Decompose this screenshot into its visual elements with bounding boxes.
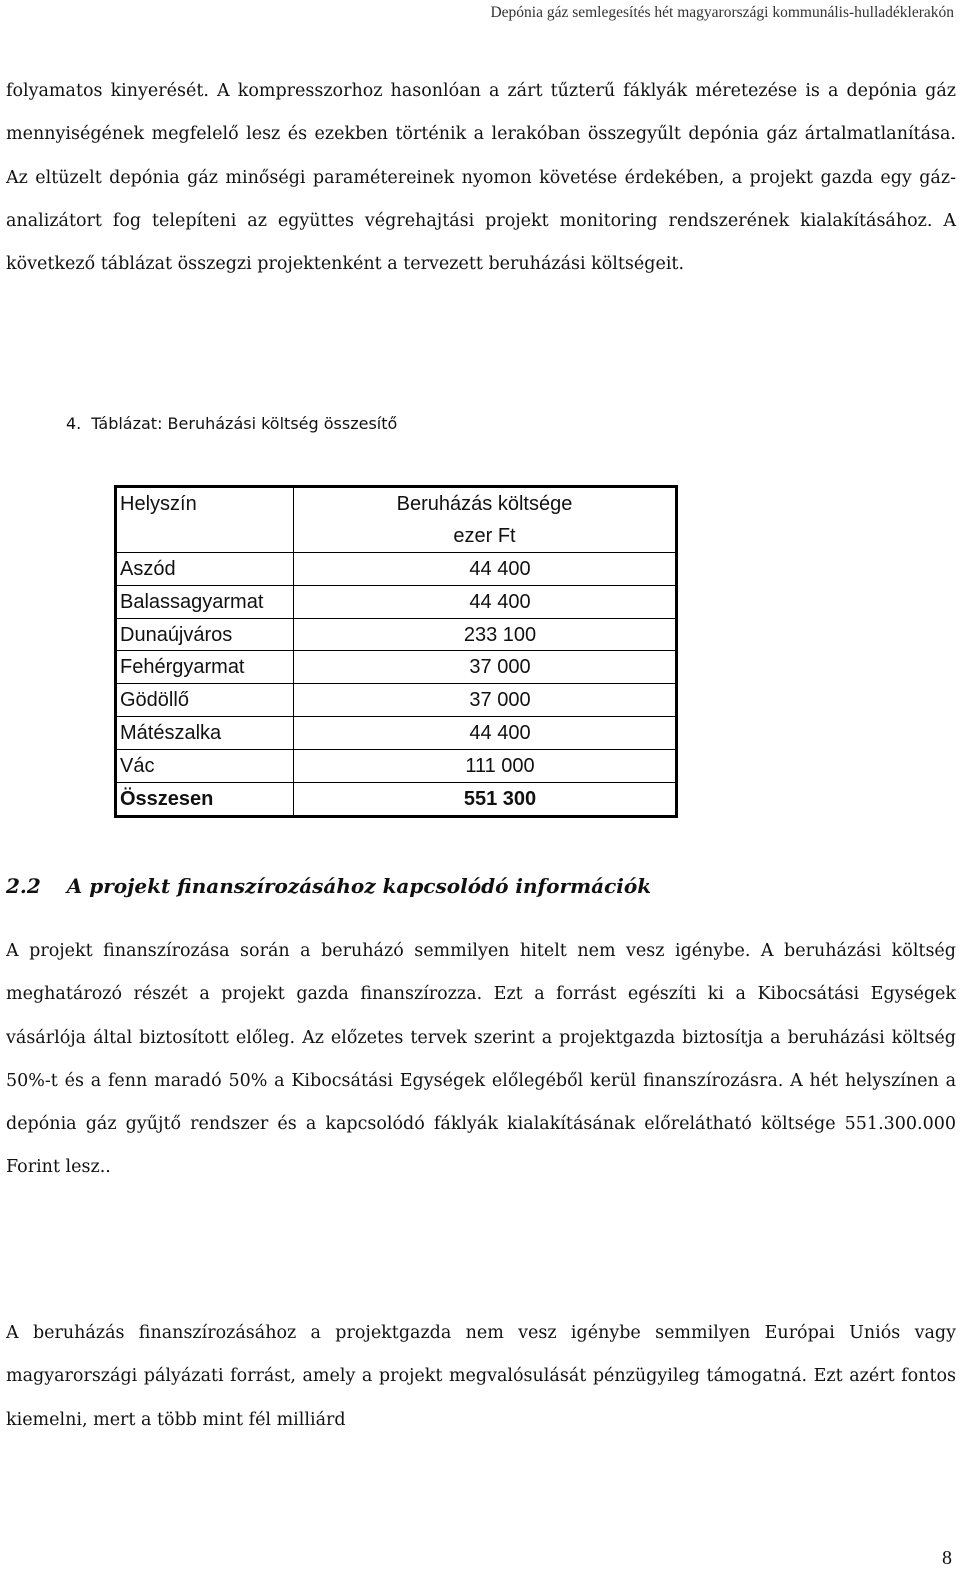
header-unit: ezer Ft bbox=[294, 520, 677, 552]
table-row bbox=[116, 552, 677, 585]
table-caption bbox=[66, 414, 397, 433]
table-header-row bbox=[116, 487, 677, 520]
table-caption-text: Táblázat: Beruházási költség összesítő bbox=[91, 414, 398, 433]
location-cell: Mátészalka bbox=[116, 717, 294, 750]
table-row bbox=[116, 684, 677, 717]
header-cost: Beruházás költsége bbox=[294, 487, 677, 520]
total-value: 551 300 bbox=[294, 783, 677, 817]
table-header-unit-row bbox=[116, 520, 677, 552]
table-row bbox=[116, 651, 677, 684]
cost-cell: 37 000 bbox=[294, 684, 677, 717]
investment-cost-table bbox=[114, 485, 678, 818]
total-label: Összesen bbox=[116, 783, 294, 817]
section-number: 2.2 bbox=[6, 874, 41, 898]
cost-cell: 44 400 bbox=[294, 585, 677, 618]
header-location: Helyszín bbox=[116, 487, 294, 520]
running-header: Depónia gáz semlegesítés hét magyarországi kommunális-hulladéklerakón bbox=[490, 4, 954, 21]
section-heading bbox=[6, 874, 651, 898]
cost-cell: 111 000 bbox=[294, 750, 677, 783]
location-cell: Gödöllő bbox=[116, 684, 294, 717]
cost-cell: 44 400 bbox=[294, 552, 677, 585]
cost-cell: 44 400 bbox=[294, 717, 677, 750]
page-number: 8 bbox=[942, 1547, 952, 1569]
section-title: A projekt finanszírozásához kapcsolódó információk bbox=[66, 874, 652, 898]
table-row bbox=[116, 717, 677, 750]
location-cell: Balassagyarmat bbox=[116, 585, 294, 618]
location-cell: Fehérgyarmat bbox=[116, 651, 294, 684]
cost-cell: 37 000 bbox=[294, 651, 677, 684]
table-row bbox=[116, 618, 677, 651]
location-cell: Aszód bbox=[116, 552, 294, 585]
cost-cell: 233 100 bbox=[294, 618, 677, 651]
location-cell: Dunaújváros bbox=[116, 618, 294, 651]
location-cell: Vác bbox=[116, 750, 294, 783]
table-total-row bbox=[116, 783, 677, 817]
table-caption-number: 4. bbox=[66, 414, 82, 433]
financing-paragraph: A projekt finanszírozása során a beruházó semmilyen hitelt nem vesz igénybe. A beruházási költség meghatározó részét a projekt gazda finanszírozza. Ezt a forrást egészíti ki a Kibocsátási Egységek vásárlója által biztosított előleg. Az előzetes tervek szerint a projektgazda biztosítja a beruházási költség 50%-t és a fenn maradó 50% a Kibocsátási Egységek előlegéből kerül finanszírozásra. A hét helyszínen a depónia gáz gyűjtő rendszer és a kapcsolódó fáklyák kialakításának előrelátható költsége 551.300.000 Forint lesz.. bbox=[6, 941, 956, 1178]
table-row bbox=[116, 750, 677, 783]
header-empty-cell bbox=[116, 520, 294, 552]
table-row bbox=[116, 585, 677, 618]
intro-paragraph: folyamatos kinyerését. A kompresszorhoz hasonlóan a zárt tűzterű fáklyák méretezése is a depónia gáz mennyiségének megfelelő lesz és ezekben történik a lerakóban összegyűlt depónia gáz ártalmatlanítása. Az eltüzelt depónia gáz minőségi paramétereinek nyomon követése érdekében, a projekt gazda egy gáz-analizátort fog telepíteni az együttes végrehajtási projekt monitoring rendszerének kialakításához. A következő táblázat összegzi projektenként a tervezett beruházási költségeit. bbox=[6, 81, 956, 275]
eu-funding-paragraph: A beruházás finanszírozásához a projektgazda nem vesz igénybe semmilyen Európai Uniós vagy magyarországi pályázati forrást, amely a projekt megvalósulását pénzügyileg támogatná. Ezt azért fontos kiemelni, mert a több mint fél milliárd bbox=[6, 1323, 956, 1430]
